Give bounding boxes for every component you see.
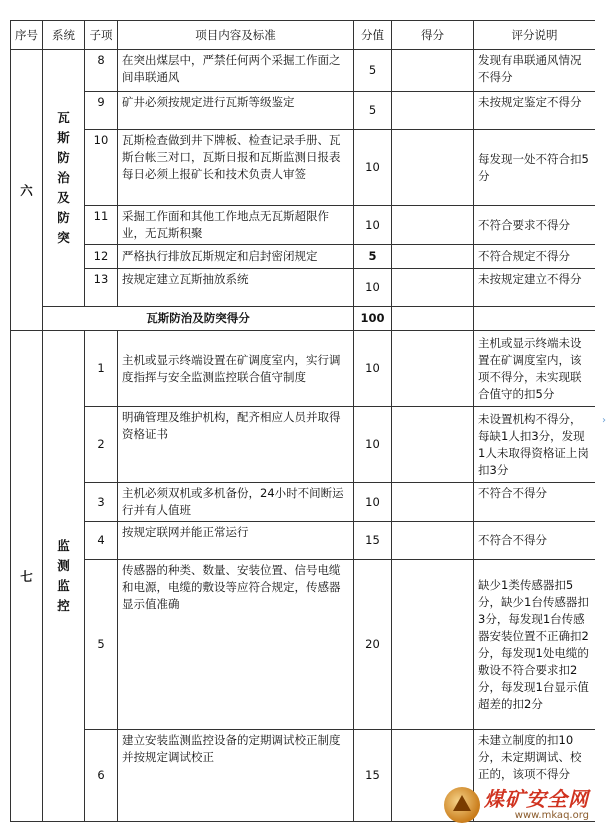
watermark-title: 煤矿安全网 [484,787,589,811]
item-number: 10 [85,130,118,206]
item-number: 8 [85,50,118,92]
item-got [392,245,474,269]
item-desc: 未设置机构不得分，每缺1人扣3分，发现1人未取得资格证上岗扣3分 [474,407,596,483]
item-number: 12 [85,245,118,269]
table-row [11,50,596,92]
item-desc: 不符合规定不得分 [474,245,596,269]
item-desc: 每发现一处不符合扣5分 [474,130,596,206]
item-got [392,92,474,130]
item-got [392,560,474,730]
item-score: 10 [354,130,392,206]
table-row [11,206,596,245]
header-row [11,21,596,50]
item-score: 10 [354,269,392,307]
item-score: 15 [354,522,392,560]
header-sub: 子项 [85,21,118,50]
item-content: 传感器的种类、数量、安装位置、信号电缆和电源，电缆的敷设等应符合规定，传感器显示值准确 [118,560,354,730]
item-desc: 不符合不得分 [474,522,596,560]
item-got [392,522,474,560]
item-content: 瓦斯检查做到井下牌板、检查记录手册、瓦斯台帐三对口，瓦斯日报和瓦斯监测日报表每日必须上报矿长和技术负责人审签 [118,130,354,206]
table-row [11,522,596,560]
item-score: 10 [354,407,392,483]
item-desc: 未按规定建立不得分 [474,269,596,307]
item-score: 5 [354,92,392,130]
item-number: 3 [85,483,118,522]
item-got [392,206,474,245]
header-score: 分值 [354,21,392,50]
table-row [11,245,596,269]
item-content: 建立安装监测监控设备的定期调试校正制度并按规定调试校正 [118,730,354,822]
item-number: 4 [85,522,118,560]
item-desc: 缺少1类传感器扣5分，缺少1台传感器扣3分，每发现1台传感器安装位置不正确扣2分，每发现1处电缆的敷设不符合要求扣2分，每发现1台显示值超差的扣2分 [474,560,596,730]
item-score: 5 [354,245,392,269]
item-number: 5 [85,560,118,730]
item-desc: 未按规定鉴定不得分 [474,92,596,130]
item-got [392,483,474,522]
item-desc: 不符合要求不得分 [474,206,596,245]
item-number: 11 [85,206,118,245]
watermark-url: www.mkaq.org [514,810,589,821]
header-seq: 序号 [11,21,43,50]
header-got: 得分 [392,21,474,50]
item-content: 主机或显示终端设置在矿调度室内，实行调度指挥与安全监测监控联合值守制度 [118,331,354,407]
header-system: 系统 [43,21,85,50]
site-watermark [444,784,604,826]
score-table [10,20,595,822]
section-total-got [392,307,474,331]
item-number: 6 [85,730,118,822]
item-desc: 未建立制度的扣10分，未定期调试、校正的，该项不得分 [474,730,596,822]
section-number: 六 [11,50,43,331]
item-desc: 发现有串联通风情况不得分 [474,50,596,92]
section-total-score: 100 [354,307,392,331]
collapse-arrow-icon[interactable]: › [602,415,606,426]
table-row [11,560,596,730]
item-score: 20 [354,560,392,730]
item-number: 13 [85,269,118,307]
item-score: 10 [354,206,392,245]
table-row [11,269,596,307]
section-system: 监测监控 [43,331,85,822]
table-row [11,130,596,206]
item-score: 10 [354,483,392,522]
item-number: 2 [85,407,118,483]
item-content: 主机必须双机或多机备份，24小时不间断运行并有人值班 [118,483,354,522]
section-total-label: 瓦斯防治及防突得分 [43,307,354,331]
table-row [11,92,596,130]
score-sheet [10,20,595,840]
item-content: 严格执行排放瓦斯规定和启封密闭规定 [118,245,354,269]
item-got [392,269,474,307]
item-score: 5 [354,50,392,92]
item-number: 9 [85,92,118,130]
item-content: 矿井必须按规定进行瓦斯等级鉴定 [118,92,354,130]
item-number: 1 [85,331,118,407]
item-got [392,50,474,92]
item-content: 明确管理及维护机构，配齐相应人员并取得资格证书 [118,407,354,483]
section-total-row [11,307,596,331]
section-number: 七 [11,331,43,822]
item-score: 15 [354,730,392,822]
item-got [392,331,474,407]
mine-logo-icon [444,787,480,823]
item-got [392,130,474,206]
table-row [11,483,596,522]
section-total-desc [474,307,596,331]
table-row [11,407,596,483]
item-content: 按规定联网并能正常运行 [118,522,354,560]
table-row [11,331,596,407]
item-content: 按规定建立瓦斯抽放系统 [118,269,354,307]
header-desc: 评分说明 [474,21,596,50]
item-content: 在突出煤层中，严禁任何两个采掘工作面之间串联通风 [118,50,354,92]
section-system: 瓦斯防治及防突 [43,50,85,307]
item-got [392,407,474,483]
watermark-text [484,788,589,822]
item-desc: 不符合不得分 [474,483,596,522]
item-score: 10 [354,331,392,407]
item-content: 采掘工作面和其他工作地点无瓦斯超限作业，无瓦斯积聚 [118,206,354,245]
item-desc: 主机或显示终端未设置在矿调度室内，该项不得分，未实现联合值守的扣5分 [474,331,596,407]
header-content: 项目内容及标准 [118,21,354,50]
